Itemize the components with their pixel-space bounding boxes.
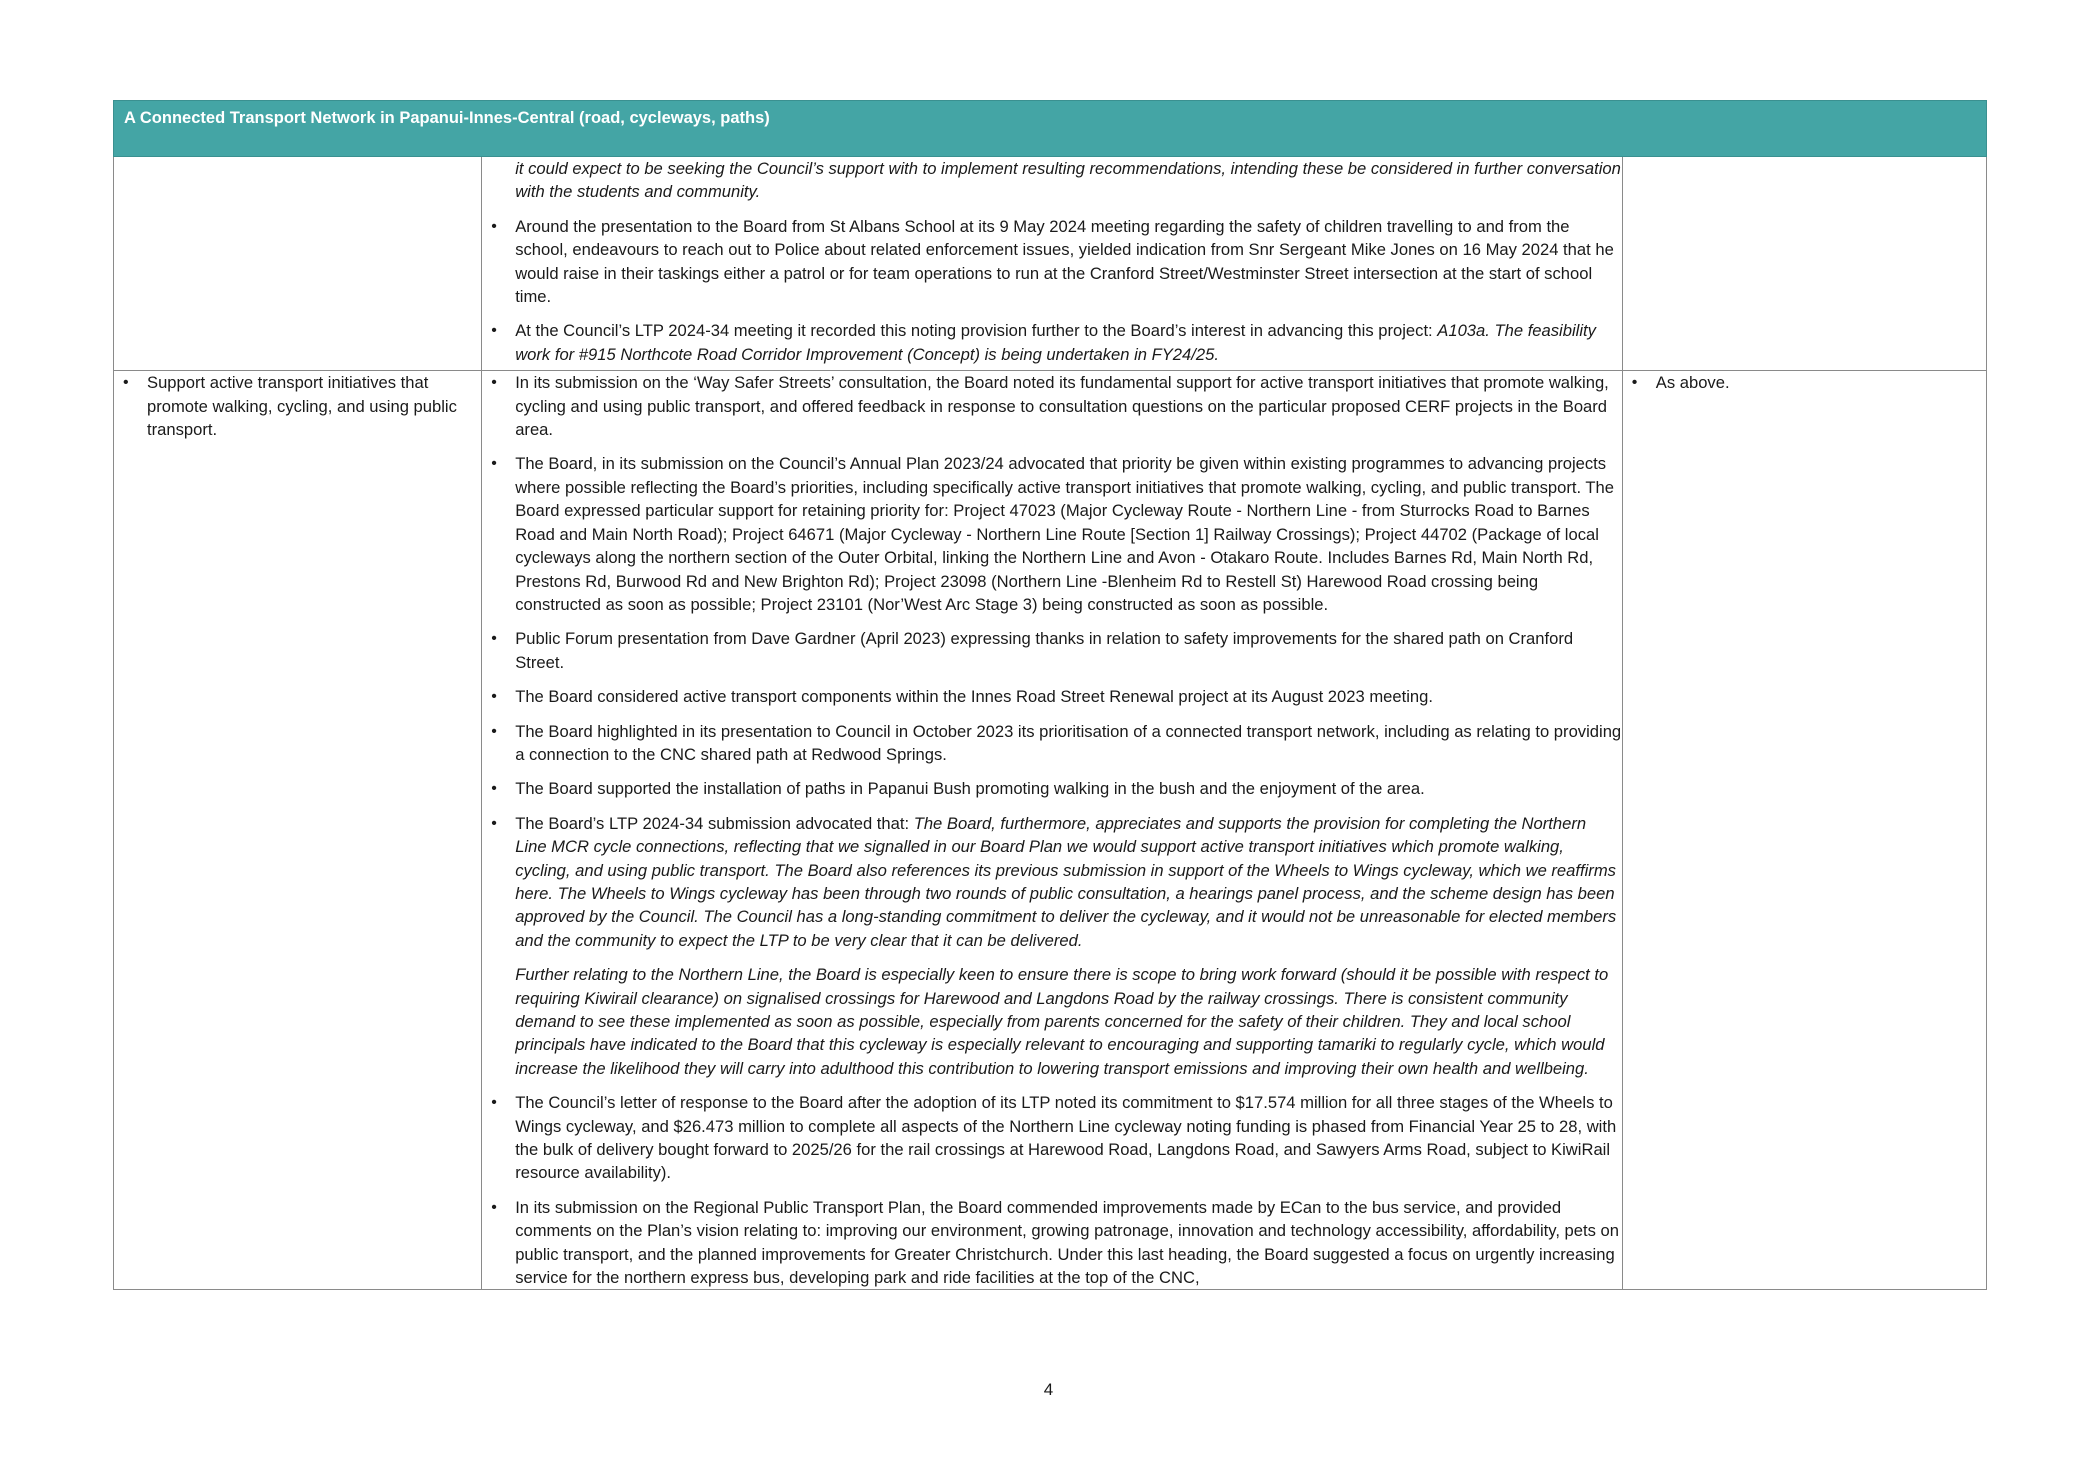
list-item: • The Board supported the installation of paths in Papanui Bush promoting walking in the bush and the enjoyment of the area. xyxy=(482,777,1622,800)
objective-cell xyxy=(114,371,482,1290)
progress-cell xyxy=(482,371,1623,1290)
objective-cell-empty xyxy=(114,157,482,371)
list-item: • Around the presentation to the Board from St Albans School at its 9 May 2024 meeting regarding the safety of children travelling to and from the school, endeavours to reach out to Police about related enforcement issues, yielded indication from Snr Sergeant Mike Jones on 16 May 2024 that he would raise in their taskings either a patrol or for team operations to run at the Cranford Street/Westminster Street intersection at the start of school time. xyxy=(482,215,1622,309)
list-item: • In its submission on the ‘Way Safer Streets’ consultation, the Board noted its fundamental support for active transport initiatives that promote walking, cycling and using public transport, and offered feedback in response to consultation questions on the particular proposed CERF projects in the Board area. xyxy=(482,371,1622,441)
status-item: • As above. xyxy=(1623,371,1986,394)
page-number: 4 xyxy=(1043,1380,1054,1399)
table-row xyxy=(114,371,1987,1290)
list-item: • The Board highlighted in its presentation to Council in October 2023 its prioritisation of a connected transport network, including as relating to providing a connection to the CNC shared path at Redwood Springs. xyxy=(482,720,1622,767)
list-item-quote: A103a. The feasibility work for #915 Northcote Road Corridor Improvement (Concept) is being undertaken in FY24/25. xyxy=(515,321,1596,364)
list-item: • The Council’s letter of response to the Board after the adoption of its LTP noted its commitment to $17.574 million for all three stages of the Wheels to Wings cycleway, and $26.473 million to complete all aspects of the Northern Line cycleway noting funding is phased from Financial Year 25 to 28, with the bulk of delivery bought forward to 2025/26 for the rail crossings at Harewood Road, Langdons Road, and Sawyers Arms Road, subject to KiwiRail resource availability). xyxy=(482,1091,1622,1185)
list-item-text: At the Council’s LTP 2024-34 meeting it recorded this noting provision further to the Board’s interest in advancing this project: xyxy=(515,321,1438,341)
table-row xyxy=(114,157,1987,371)
list-item: • Public Forum presentation from Dave Gardner (April 2023) expressing thanks in relation to safety improvements for the shared path on Cranford Street. xyxy=(482,627,1622,674)
status-cell xyxy=(1622,371,1986,1290)
transport-network-table xyxy=(113,100,1987,1290)
progress-cell xyxy=(482,157,1623,371)
list-item: • In its submission on the Regional Public Transport Plan, the Board commended improvements made by ECan to the bus service, and provided comments on the Plan’s vision relating to: improving our environment, growing patronage, innovation and technology accessibility, affordability, pets on public transport, and the planned improvements for Greater Christchurch. Under this last heading, the Board suggested a focus on urgently increasing service for the northern express bus, developing park and ride facilities at the top of the CNC, xyxy=(482,1196,1622,1290)
status-cell-empty xyxy=(1622,157,1986,371)
continued-text: it could expect to be seeking the Council’s support with to implement resulting recommendations, intending these be considered in further conversation with the students and community. xyxy=(515,159,1621,202)
quote-paragraph: Further relating to the Northern Line, the Board is especially keen to ensure there is scope to bring work forward (should it be possible with respect to requiring Kiwirail clearance) on signalised crossings for Harewood and Langdons Road by the railway crossings. There is consistent community demand to see these implemented as soon as possible, especially from parents concerned for the safety of their children. They and local school principals have indicated to the Board that this cycleway is especially relevant to encouraging and supporting tamariki to regularly cycle, which would increase the likelihood they will carry into adulthood this contribution to lowering transport emissions and improving their own health and wellbeing. xyxy=(515,965,1609,1078)
list-item-text: The Board’s LTP 2024-34 submission advocated that: xyxy=(515,813,914,833)
table-header: A Connected Transport Network in Papanui-Innes-Central (road, cycleways, paths) xyxy=(114,101,1987,157)
list-item: • The Board considered active transport components within the Innes Road Street Renewal project at its August 2023 meeting. xyxy=(482,685,1622,708)
list-item: • The Board, in its submission on the Council’s Annual Plan 2023/24 advocated that priority be given within existing programmes to advancing projects where possible reflecting the Board’s priorities, including specifically active transport initiatives that promote walking, cycling, and public transport. The Board expressed particular support for retaining priority for: Project 47023 (Major Cycleway Route - Northern Line - from Sturrocks Road to Barnes Road and Main North Road); Project 64671 (Major Cycleway - Northern Line Route [Section 1] Railway Crossings); Project 44702 (Package of local cycleways along the northern section of the Outer Orbital, linking the Northern Line and Avon - Otakaro Route. Includes Barnes Rd, Main North Rd, Prestons Rd, Burwood Rd and New Brighton Rd); Project 23098 (Northern Line -Blenheim Rd to Restell St) Harewood Road crossing being constructed as soon as possible; Project 23101 (Nor’West Arc Stage 3) being constructed as soon as possible. xyxy=(482,452,1622,616)
list-item xyxy=(482,319,1622,366)
objective-item: • Support active transport initiatives that promote walking, cycling, and using public transport. xyxy=(114,371,481,441)
list-item xyxy=(482,812,1622,952)
list-item-quote: The Board, furthermore, appreciates and supports the provision for completing the Northern Line MCR cycle connections, reflecting that we signalled in our Board Plan we would support active transport initiatives which promote walking, cycling, and using public transport. The Board also references its previous submission in support of the Wheels to Wings cycleway, which we reaffirms here. The Wheels to Wings cycleway has been through two rounds of public consultation, a hearings panel process, and the scheme design has been approved by the Council. The Council has a long-standing commitment to deliver the cycleway, and it would not be unreasonable for elected members and the community to expect the LTP to be very clear that it can be delivered. xyxy=(515,813,1617,950)
